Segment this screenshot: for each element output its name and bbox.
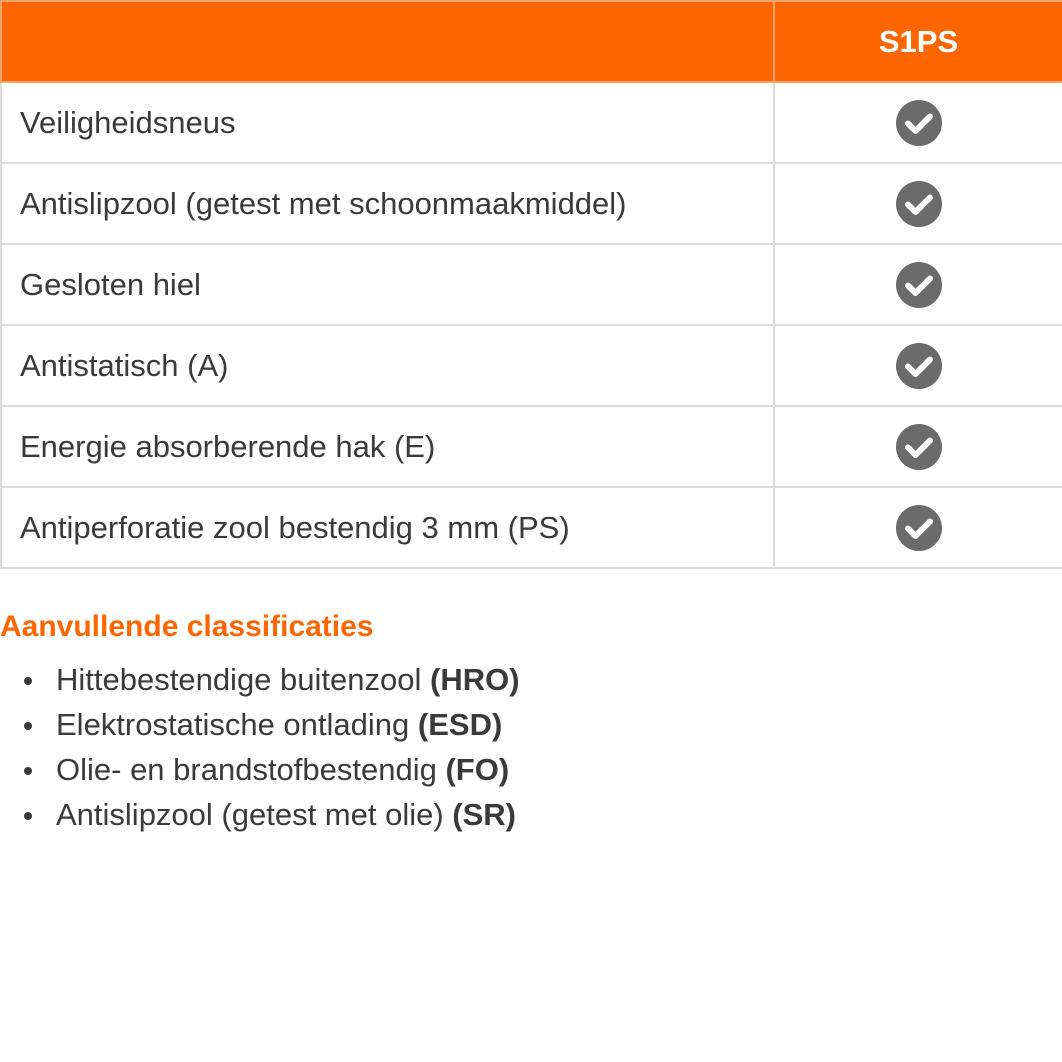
- table-row: [1, 487, 1062, 568]
- item-text: Antislipzool (getest met olie): [56, 797, 444, 832]
- classification-list: [0, 657, 1062, 837]
- table-row: [1, 244, 1062, 325]
- check-cell: [774, 487, 1062, 568]
- check-circle-icon: [895, 261, 943, 309]
- list-item: [56, 747, 1062, 792]
- list-item: [56, 702, 1062, 747]
- check-circle-icon: [895, 180, 943, 228]
- feature-label: Antiperforatie zool bestendig 3 mm (PS): [1, 487, 774, 568]
- item-text: Olie- en brandstofbestendig: [56, 752, 437, 787]
- check-circle-icon: [895, 423, 943, 471]
- check-cell: [774, 244, 1062, 325]
- section-title: Aanvullende classificaties: [0, 610, 374, 643]
- check-cell: [774, 163, 1062, 244]
- feature-label: Energie absorberende hak (E): [1, 406, 774, 487]
- table-row: [1, 82, 1062, 163]
- check-cell: [774, 82, 1062, 163]
- list-item: [56, 792, 1062, 837]
- list-item: [56, 657, 1062, 702]
- item-text: Hittebestendige buitenzool: [56, 662, 422, 697]
- additional-classifications: [0, 605, 1062, 837]
- check-cell: [774, 406, 1062, 487]
- feature-label: Antistatisch (A): [1, 325, 774, 406]
- table-header-row: [1, 1, 1062, 82]
- feature-label: Antislipzool (getest met schoonmaakmiddel): [1, 163, 774, 244]
- check-circle-icon: [895, 504, 943, 552]
- check-circle-icon: [895, 99, 943, 147]
- check-circle-icon: [895, 342, 943, 390]
- table-row: [1, 406, 1062, 487]
- feature-label: Veiligheidsneus: [1, 82, 774, 163]
- table-row: [1, 325, 1062, 406]
- header-class-s1ps: S1PS: [774, 1, 1062, 82]
- header-feature: [1, 1, 774, 82]
- item-code: (ESD): [417, 707, 503, 742]
- item-code: (SR): [452, 797, 517, 832]
- item-code: (FO): [445, 752, 510, 787]
- check-cell: [774, 325, 1062, 406]
- item-text: Elektrostatische ontlading: [56, 707, 410, 742]
- item-code: (HRO): [430, 662, 520, 697]
- feature-label: Gesloten hiel: [1, 244, 774, 325]
- table-row: [1, 163, 1062, 244]
